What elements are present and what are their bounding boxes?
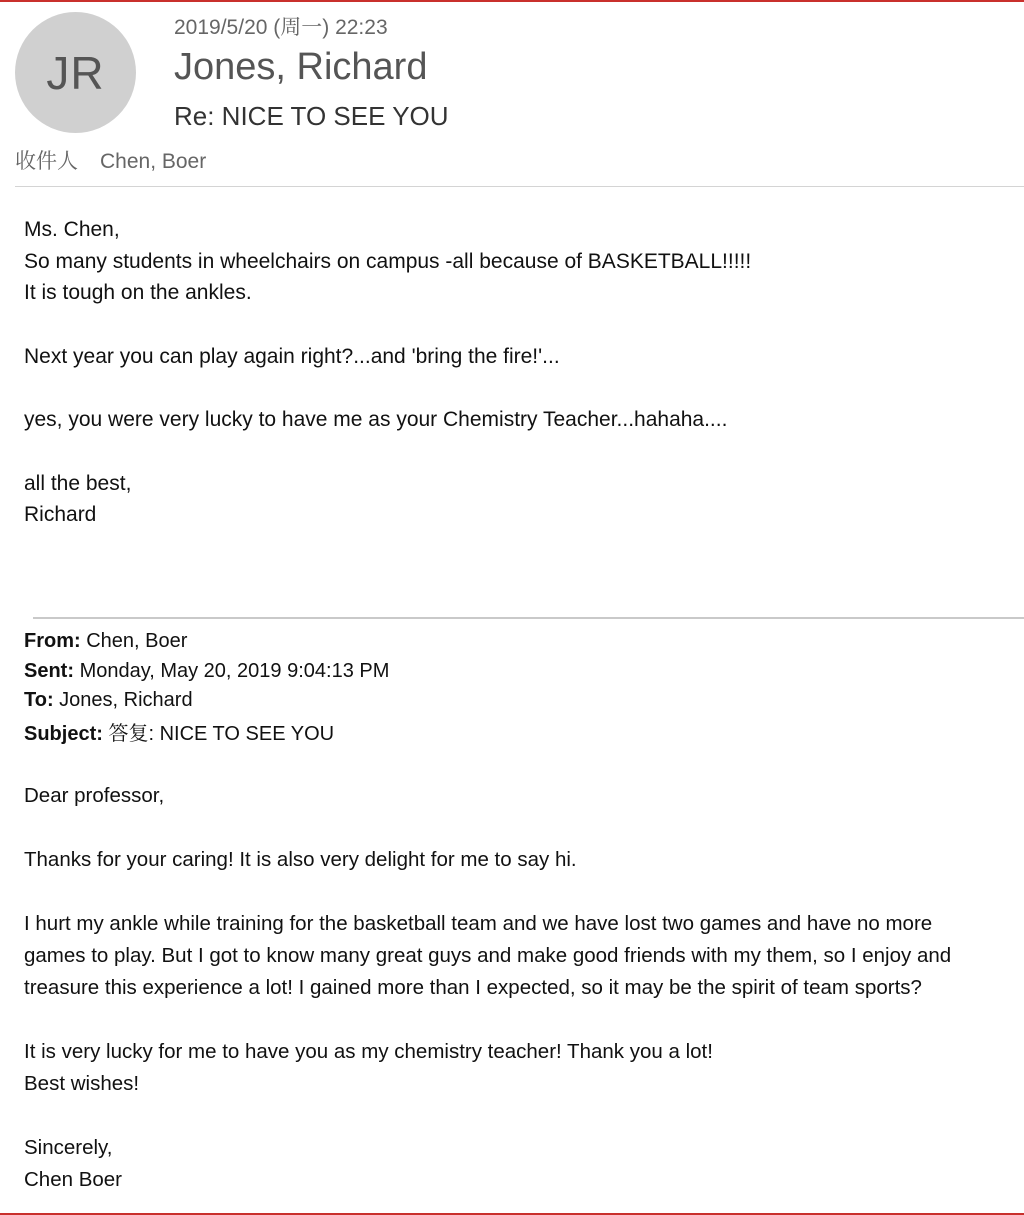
- quoted-line: Thanks for your caring! It is also very delight for me to say hi.: [24, 848, 577, 871]
- paragraph-gap: [24, 309, 751, 341]
- quoted-message-divider: [33, 617, 1024, 619]
- quoted-line: Dear professor,: [24, 784, 165, 807]
- reply-line: Richard: [24, 503, 97, 527]
- to-label: To:: [24, 689, 54, 711]
- sent-value: Monday, May 20, 2019 9:04:13 PM: [79, 659, 390, 682]
- quoted-line: Best wishes!: [24, 1072, 140, 1095]
- avatar: [15, 12, 136, 133]
- paragraph-gap: [24, 812, 1024, 844]
- reply-line: yes, you were very lucky to have me as your Chemistry Teacher...hahaha....: [24, 408, 728, 432]
- header-divider: [15, 186, 1024, 187]
- quoted-line: It is very lucky for me to have you as my chemistry teacher! Thank you a lot!: [24, 1040, 713, 1063]
- window-top-border: [0, 0, 1024, 2]
- quoted-to-row: [24, 686, 389, 716]
- quoted-from-row: [24, 627, 389, 657]
- quoted-line: I hurt my ankle while training for the basketball team and we have lost two games and have no more: [24, 912, 933, 935]
- recipient-row: [15, 145, 206, 175]
- subject-label: Subject:: [24, 722, 103, 745]
- recipient-name[interactable]: Chen, Boer: [100, 150, 207, 173]
- message-subject: Re: NICE TO SEE YOU: [174, 101, 449, 131]
- recipient-label: 收件人: [15, 150, 78, 173]
- paragraph-gap: [24, 373, 751, 405]
- quoted-line: Chen Boer: [24, 1168, 123, 1191]
- paragraph-gap: [24, 436, 751, 468]
- reply-line: Ms. Chen,: [24, 218, 120, 241]
- message-date: 2019/5/20 (周一) 22:23: [174, 16, 388, 39]
- quoted-line: Sincerely,: [24, 1136, 113, 1159]
- subject-value: 答复: NICE TO SEE YOU: [108, 722, 335, 745]
- from-label: From:: [24, 630, 81, 652]
- paragraph-gap: [24, 1100, 1024, 1132]
- sender-name[interactable]: Jones, Richard: [174, 46, 428, 88]
- avatar-initials: JR: [46, 46, 105, 99]
- quoted-sent-row: [24, 657, 389, 687]
- quoted-message-headers: [24, 627, 389, 749]
- to-value: Jones, Richard: [59, 689, 193, 711]
- reply-line: So many students in wheelchairs on campus -all because of BASKETBALL!!!!!: [24, 249, 752, 273]
- quoted-message-body: [24, 780, 1024, 1196]
- from-value: Chen, Boer: [86, 630, 188, 652]
- reply-line: It is tough on the ankles.: [24, 281, 252, 305]
- reply-line: all the best,: [24, 471, 132, 495]
- reply-body: [24, 214, 751, 531]
- quoted-subject-row: [24, 720, 389, 750]
- quoted-line: treasure this experience a lot! I gained more than I expected, so it may be the spirit of team sports?: [24, 976, 922, 999]
- paragraph-gap: [24, 1004, 1024, 1036]
- reply-line: Next year you can play again right?...and 'bring the fire!'...: [24, 344, 560, 368]
- quoted-line: games to play. But I got to know many great guys and make good friends with my them, so I enjoy and: [24, 944, 952, 967]
- paragraph-gap: [24, 876, 1024, 908]
- sent-label: Sent:: [24, 659, 74, 682]
